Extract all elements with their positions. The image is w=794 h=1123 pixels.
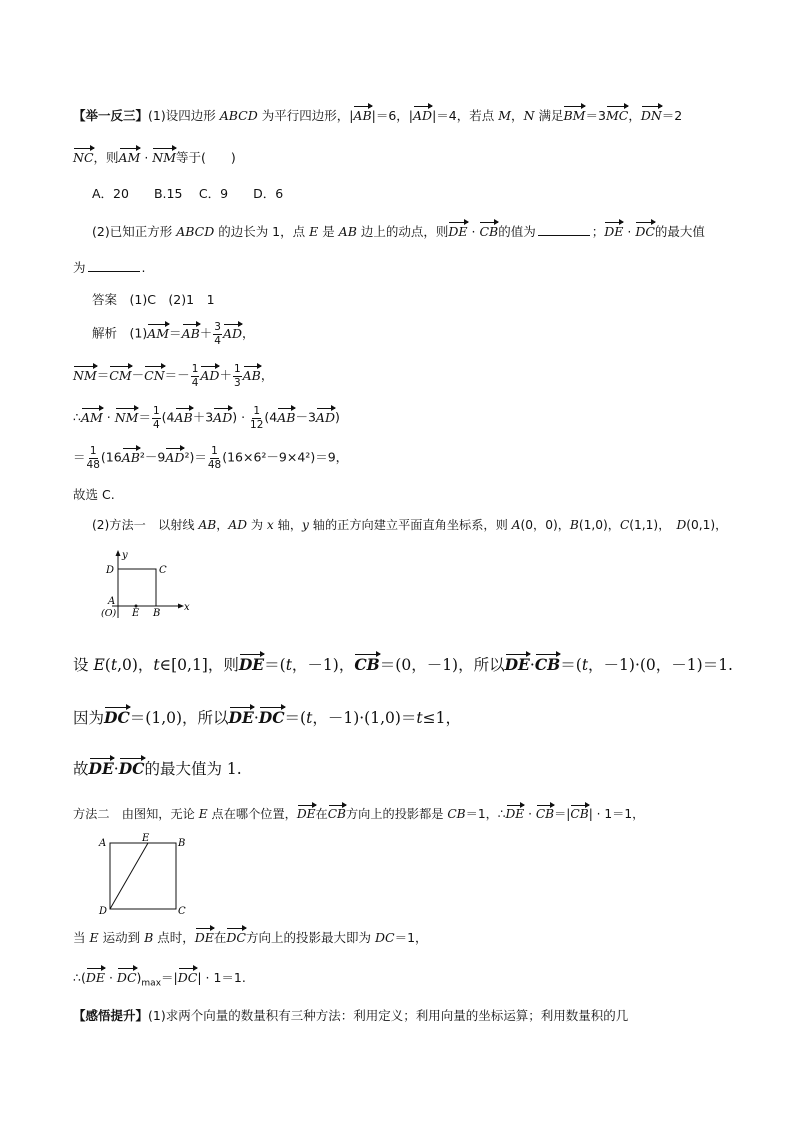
label-a: A (99, 838, 107, 849)
section-heading: 【举一反三】 (73, 108, 149, 123)
label-d: D (106, 565, 115, 576)
label-c: C (178, 906, 186, 916)
coordinate-figure (98, 548, 194, 624)
insight-line: 【感悟提升】(1)求两个向量的数量积有三种方法：利用定义；利用向量的坐标运算；利用数量积的几 (73, 1008, 629, 1023)
method-1-line: (2)方法一 以射线 AB，AD 为 x 轴，y 轴的正方向建立平面直角坐标系，则 A(0，0)，B(1,0)，C(1,1)， D(0,1)， (92, 518, 728, 532)
vector-nc: NC (73, 150, 94, 165)
vector-bm: BM (563, 108, 586, 123)
label-o: (O) (101, 608, 117, 619)
answer-blank (88, 271, 140, 272)
answer-line: 答案 (1)C (2)1 1 (92, 292, 215, 307)
fraction: $\frac{1}{3}$ (233, 363, 241, 389)
vector-am: AM (118, 150, 141, 165)
vector-ad: AD (413, 108, 433, 123)
answer-blank (538, 235, 590, 236)
coordinate-calc-line-1: 设 E(t,0)，t∈[0,1]，则DE＝(t，－1)，CB＝(0，－1)，所以DE·CB＝(t，－1)·(0，－1)＝1. (73, 655, 733, 674)
fraction: $\frac{1}{4}$ (152, 405, 160, 431)
method-2-line: 方法二 由图知，无论 E 点在哪个位置，DE在CB方向上的投影都是 CB＝1，∴DE · CB＝|CB| · 1＝1， (73, 807, 645, 821)
coordinate-calc-line-2: 因为DC＝(1,0)，所以DE·DC＝(t，－1)·(1,0)＝t≤1， (73, 708, 462, 727)
fraction: $\frac{1}{48}$ (86, 445, 100, 471)
vector-ab: AB (353, 108, 372, 123)
vector-nm: NM (152, 150, 177, 165)
label-b: B (178, 838, 186, 849)
square (110, 843, 176, 909)
solution-line-2: NM＝CM－CN＝－ $\frac{1}{4}$ AD＋ $\frac{1}{3}$ AB， (73, 363, 274, 389)
label-b: B (153, 608, 161, 619)
options: A．20 B.15 C．9 D．6 (92, 186, 284, 201)
when-line: 当 E 运动到 B 点时，DE在DC方向上的投影最大即为 DC＝1， (73, 930, 428, 945)
label-e: E (142, 833, 150, 844)
problem-2-line-2: 为 . (73, 260, 146, 275)
label-a: A (108, 596, 116, 607)
fraction: $\frac{1}{48}$ (207, 445, 222, 471)
label-y: y (122, 550, 128, 561)
vector-mc: MC (605, 108, 629, 123)
vector-dn: DN (640, 108, 662, 123)
label-x: x (184, 602, 190, 613)
label-e: E (132, 608, 140, 619)
fraction: $\frac{3}{4}$ (214, 321, 221, 347)
segment-de (110, 843, 148, 909)
solution-line-1: 解析 (1)AM＝AB＋ $\frac{3}{4}$ AD， (92, 321, 255, 347)
fraction: $\frac{1}{12}$ (250, 405, 264, 431)
vector-de: DE (604, 224, 624, 239)
problem-2-line-1: (2)已知正方形 ABCD 的边长为 1，点 E 是 AB 边上的动点，则DE · CB的值为 ；DE · DC的最大值 (92, 224, 705, 239)
coordinate-calc-line-3: 故DE·DC的最大值为 1. (73, 759, 242, 778)
vector-cb: CB (479, 224, 499, 239)
y-axis-arrow (116, 550, 121, 556)
unit-square (118, 569, 156, 606)
section-heading: 【感悟提升】 (73, 1008, 149, 1023)
label-c: C (159, 565, 167, 576)
square-figure (96, 832, 192, 916)
problem-1-line-1: 【举一反三】(1)设四边形 ABCD 为平行四边形，|AB|＝6，|AD|＝4，若点 M，N 满足BM＝3MC，DN＝2 (73, 108, 683, 123)
fraction: $\frac{1}{4}$ (191, 363, 199, 389)
vector-de: DE (448, 224, 468, 239)
problem-1-line-2: NC，则AM · NM等于( ) (73, 150, 236, 165)
solution-line-4: ＝ $\frac{1}{48}$ (16AB²－9AD²)＝ $\frac{1}{48}$ (16×6²－9×4²)＝9， (73, 445, 349, 471)
choose-line: 故选 C. (73, 487, 115, 502)
vector-dc: DC (635, 224, 655, 239)
solution-line-3: ∴AM · NM＝ $\frac{1}{4}$ (4AB＋3AD) · $\frac{1}{12}$ (4AB－3AD) (73, 405, 340, 431)
label-d: D (99, 906, 108, 916)
max-line: ∴(DE · $DC)_{max}=|DC| \cdot 1=1$. (73, 970, 246, 989)
